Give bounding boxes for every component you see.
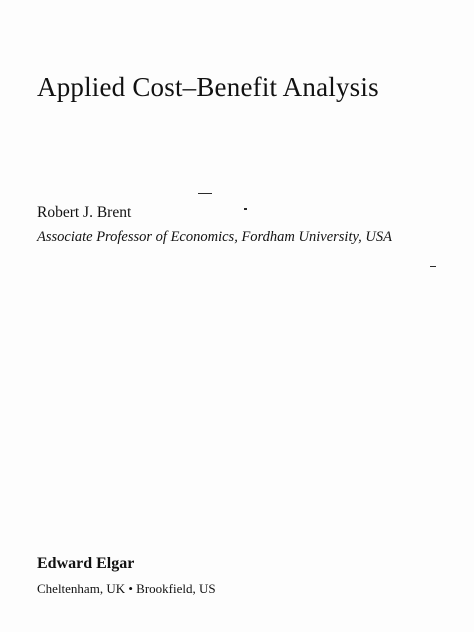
- book-title: Applied Cost–Benefit Analysis: [37, 72, 379, 102]
- publisher-locations: Cheltenham, UK • Brookfield, US: [37, 581, 216, 596]
- publisher-name: Edward Elgar: [37, 555, 135, 572]
- author-name: Robert J. Brent: [37, 204, 132, 221]
- scan-mark: [430, 266, 436, 267]
- scan-mark: [244, 208, 247, 210]
- author-affiliation: Associate Professor of Economics, Fordham University, USA: [37, 229, 392, 245]
- scan-mark: [198, 193, 212, 194]
